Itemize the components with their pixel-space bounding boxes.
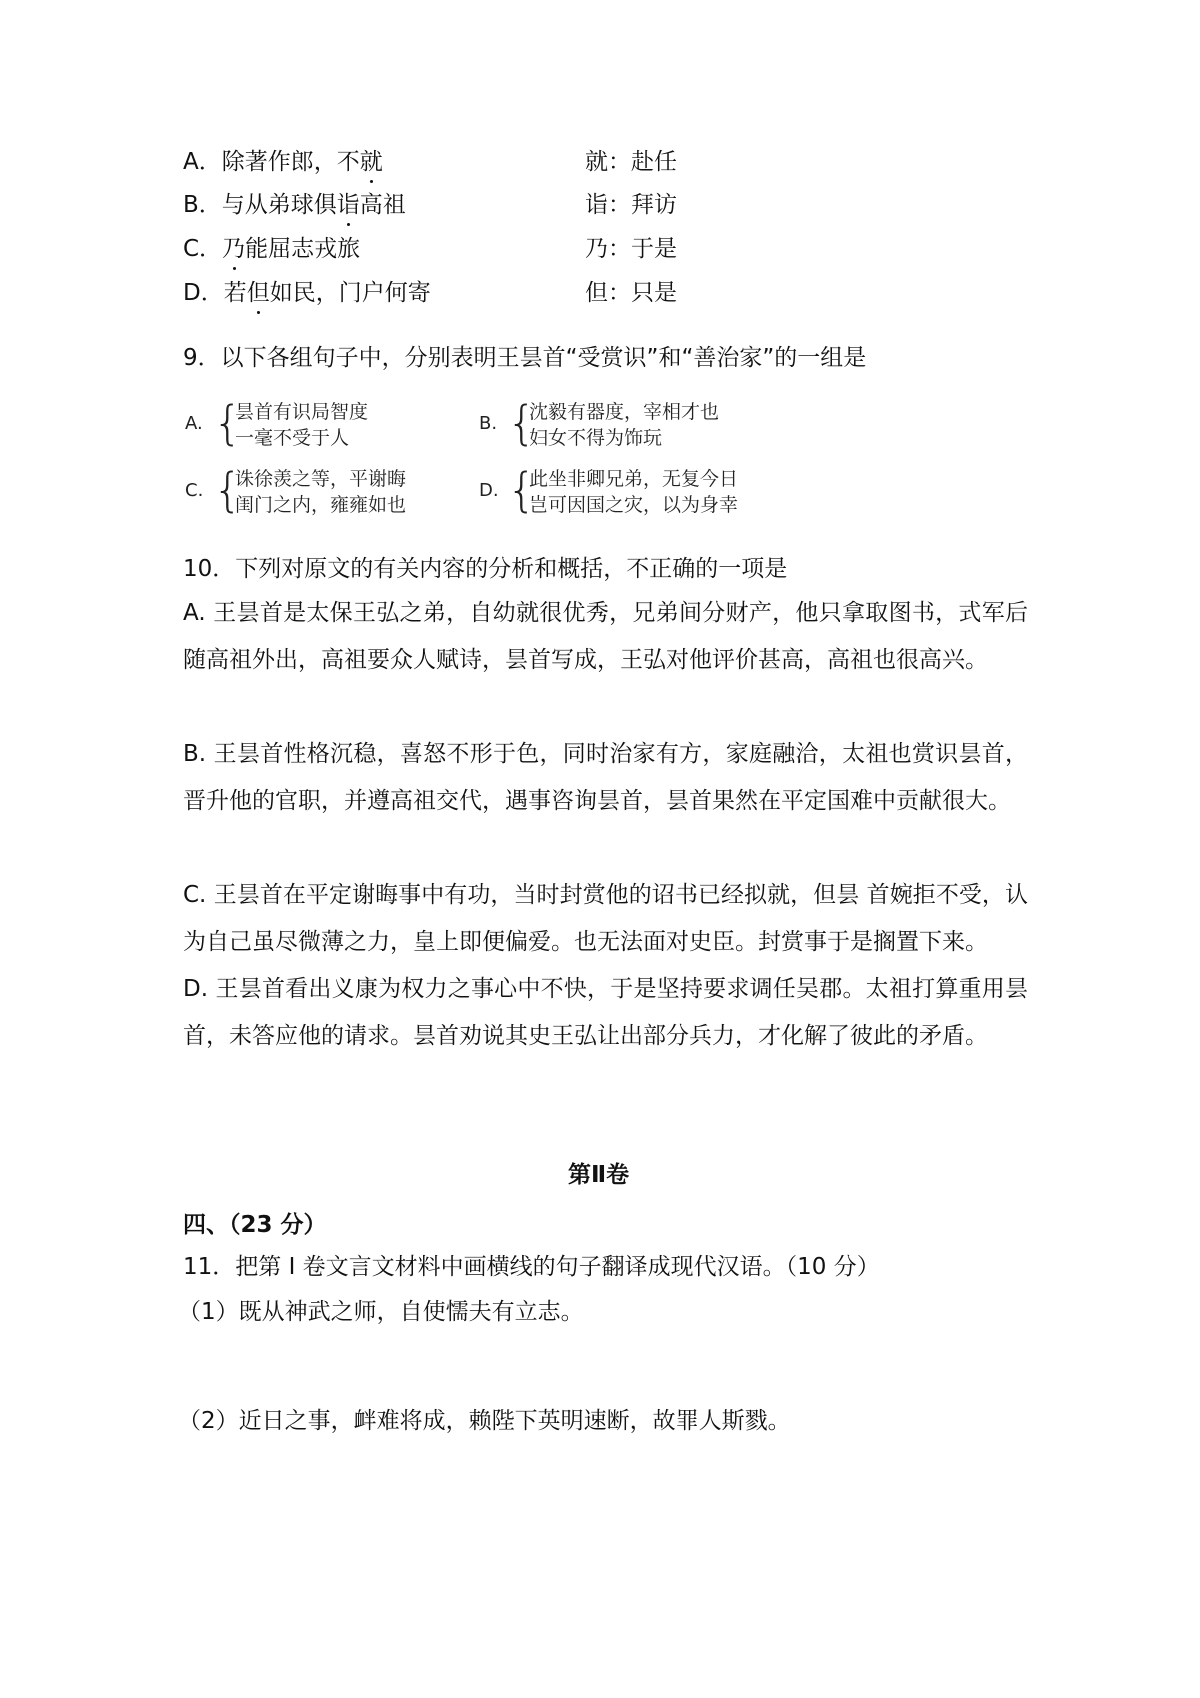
q8-option-c: C．乃能屈志戎旅	[183, 233, 360, 265]
q11-sentence-2: （2）近日之事，衅难将成，赖陛下英明速断，故罪人斯戮。	[178, 1408, 791, 1434]
q8-gloss-a: 就：赴任	[585, 149, 677, 175]
q8-gloss-c: 乃：于是	[585, 236, 677, 262]
q11-sentence-1: （1）既从神武之师，自使懦夫有立志。	[178, 1299, 584, 1325]
dotted-char: 但	[247, 277, 270, 309]
q10-option-d: D. 王昙首看出义康为权力之事心中不快，于是坚持要求调任吴郡。太祖打算重用昙首，未答应他的请求。昙首劝说其史王弘让出部分兵力，才化解了彼此的矛盾。	[183, 976, 1028, 1049]
q11-stem: 11．把第 I 卷文言文材料中画横线的句子翻译成现代汉语。（10 分）	[183, 1254, 880, 1280]
brace-icon: {	[213, 463, 243, 517]
q10-stem: 10．下列对原文的有关内容的分析和概括，不正确的一项是	[183, 556, 788, 582]
q9-stem: 9．以下各组句子中，分别表明王昙首“受赏识”和“善治家”的一组是	[183, 345, 867, 371]
dotted-char: 诣	[337, 189, 360, 221]
pair-label: B.	[479, 413, 498, 434]
q8-option-d: D．若但如民，门户何寄	[183, 277, 431, 309]
q8-gloss-d: 但：只是	[585, 280, 677, 306]
exam-page: A．除著作郎，不就 就：赴任 B．与从弟球俱诣高祖 诣：拜访 C．乃能屈志戎旅 乃：于是 D．若但如民，门户何寄 但：只是 9．以下各组句子中，分别表明王昙首“受赏识”和“善治家”的一组是 A. { 昙首有识局智度 一毫不受于人 B. { 沈毅有器度，宰相才也 妇女不得为饰玩 C. { 诛徐羡之等，平谢晦 闺门之内，雍雍如也 D. { 此坐非卿兄弟，无复今日 岂可因国之灾，以为身幸 10．下列对原文的有关内容的分析和概括，不正确的一项是 A. 王昙首是太保王弘之弟，自幼就很优秀，兄弟间分财产，他只拿取图书，式军后随高祖外出，高祖要众人赋诗，昙首写成，王弘对他评价甚高，高祖也很高兴。 B. 王昙首性格沉稳，喜怒不形于色，同时治家有方，家庭融洽，太祖也赏识昙首，晋升他的官职，并遵高祖交代，遇事咨询昙首，昙首果然在平定国难中贡献很大。 C. 王昙首在平定谢晦事中有功，当时封赏他的诏书已经拟就，但昙 首婉拒不受，认为自己虽尽微薄之力，皇上即便偏爱。也无法面对史臣。封赏事于是搁置下来。 D. 王昙首看出义康为权力之事心中不快，于是坚持要求调任吴郡。太祖打算重用昙首，未答应他的请求。昙首劝说其史王弘让出部分兵力，才化解了彼此的矛盾。 第Ⅱ卷 四、（23 分） 11．把第 I 卷文言文材料中画横线的句子翻译成现代汉语。（10 分） （1）既从神武之师，自使懦夫有立志。 （2）近日之事，衅难将成，赖陛下英明速断，故罪人斯戮。	[0, 0, 1200, 1698]
q8-option-a: A．除著作郎，不就	[183, 146, 383, 178]
part-heading: 四、（23 分）	[183, 1212, 327, 1238]
pair-label: C.	[185, 480, 204, 501]
brace-icon: {	[507, 396, 537, 450]
q10-option-c: C. 王昙首在平定谢晦事中有功，当时封赏他的诏书已经拟就，但昙 首婉拒不受，认为自己虽尽微薄之力，皇上即便偏爱。也无法面对史臣。封赏事于是搁置下来。	[183, 882, 1028, 955]
dotted-char: 就	[360, 146, 383, 178]
pair-label: D.	[479, 480, 499, 501]
q10-option-b: B. 王昙首性格沉稳，喜怒不形于色，同时治家有方，家庭融洽，太祖也赏识昙首，晋升他的官职，并遵高祖交代，遇事咨询昙首，昙首果然在平定国难中贡献很大。	[183, 741, 1028, 814]
pair-label: A.	[185, 413, 203, 434]
q10-option-a: A. 王昙首是太保王弘之弟，自幼就很优秀，兄弟间分财产，他只拿取图书，式军后随高祖外出，高祖要众人赋诗，昙首写成，王弘对他评价甚高，高祖也很高兴。	[183, 600, 1028, 673]
section-title: 第Ⅱ卷	[568, 1162, 630, 1188]
dotted-char: 乃	[222, 233, 245, 265]
brace-icon: {	[507, 463, 537, 517]
brace-icon: {	[213, 396, 243, 450]
q8-gloss-b: 诣：拜访	[585, 192, 677, 218]
q8-option-b: B．与从弟球俱诣高祖	[183, 189, 406, 221]
